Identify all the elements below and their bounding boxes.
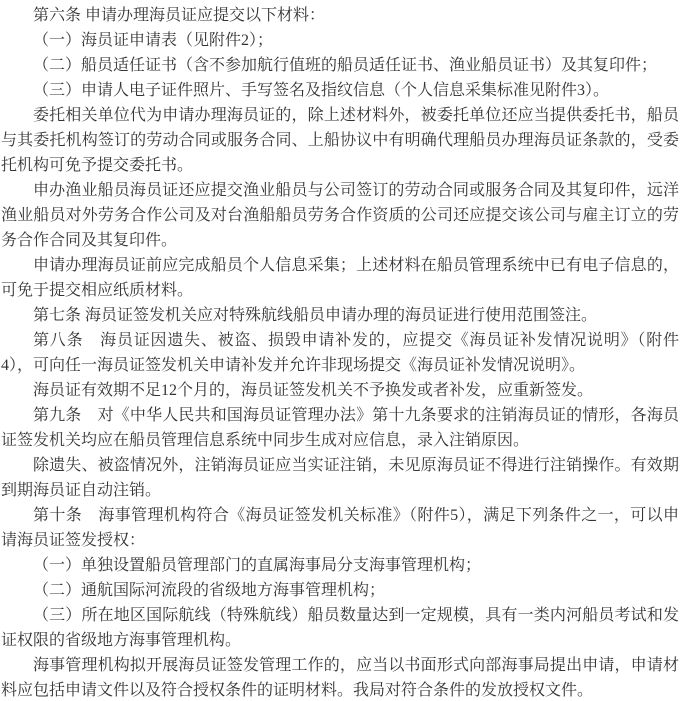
paragraph-article-8-validity: 海员证有效期不足12个月的，海员证签发机关不予换发或者补发，应重新签发。 (33, 382, 594, 399)
paragraph-article-10: 第十条 海事管理机构符合《海员证签发机关标准》（附件5），满足下列条件之一，可以申请海员证签发授权： (1, 507, 679, 549)
paragraph-article-6-delegation: 委托相关单位代为申请办理海员证的，除上述材料外，被委托单位还应当提供委托书，船员与其委托机构签订的劳动合同或服务合同、上船协议中有明确代理船员办理海员证条款的，受委托机构可免予提交委托书。 (1, 107, 679, 174)
paragraph-article-10-item-3: （三）所在地区国际航线（特殊航线）船员数量达到一定规模，具有一类内河船员考试和发证权限的省级地方海事管理机构。 (1, 607, 679, 649)
paragraph-article-10-application: 海事管理机构拟开展海员证签发管理工作的，应当以书面形式向部海事局提出申请，申请材料应包括申请文件以及符合授权条件的证明材料。我局对符合条件的发放授权文件。 (1, 657, 679, 699)
paragraph-article-9: 第九条 对《中华人民共和国海员证管理办法》第十九条要求的注销海员证的情形，各海员证签发机关均应在船员管理信息系统中同步生成对应信息，录入注销原因。 (1, 407, 679, 449)
paragraph-article-7: 第七条 海员证签发机关应对特殊航线船员申请办理的海员证进行使用范围签注。 (33, 307, 598, 324)
paragraph-article-10-item-2: （二）通航国际河流段的省级地方海事管理机构； (33, 582, 386, 599)
paragraph-article-9-cancellation: 除遗失、被盗情况外，注销海员证应当实证注销，未见原海员证不得进行注销操作。有效期到期海员证自动注销。 (1, 457, 679, 499)
paragraph-article-8: 第八条 海员证因遗失、被盗、损毁申请补发的，应提交《海员证补发情况说明》（附件4），可向任一海员证签发机关申请补发并允许非现场提交《海员证补发情况说明》。 (1, 332, 679, 374)
paragraph-article-6-item-1: （一）海员证申请表（见附件2）； (33, 32, 274, 49)
paragraph-article-6-fishery: 申办渔业船员海员证还应提交渔业船员与公司签订的劳动合同或服务合同及其复印件，远洋渔业船员对外劳务合作公司及对台渔船船员劳务合作资质的公司还应提交该公司与雇主订立的劳务合作合同及其复印件。 (1, 182, 679, 249)
paragraph-article-6-item-3: （三）申请人电子证件照片、手写签名及指纹信息（个人信息采集标准见附件3）。 (33, 82, 610, 99)
paragraph-article-6-intro: 第六条 申请办理海员证应提交以下材料： (33, 7, 326, 24)
paragraph-article-6-info-collection: 申请办理海员证前应完成船员个人信息采集；上述材料在船员管理系统中已有电子信息的，可免于提交相应纸质材料。 (1, 257, 679, 299)
paragraph-article-6-item-2: （二）船员适任证书（含不参加航行值班的船员适任证书、渔业船员证书）及其复印件； (33, 57, 658, 74)
paragraph-article-10-item-1: （一）单独设置船员管理部门的直属海事局分支海事管理机构； (33, 557, 482, 574)
